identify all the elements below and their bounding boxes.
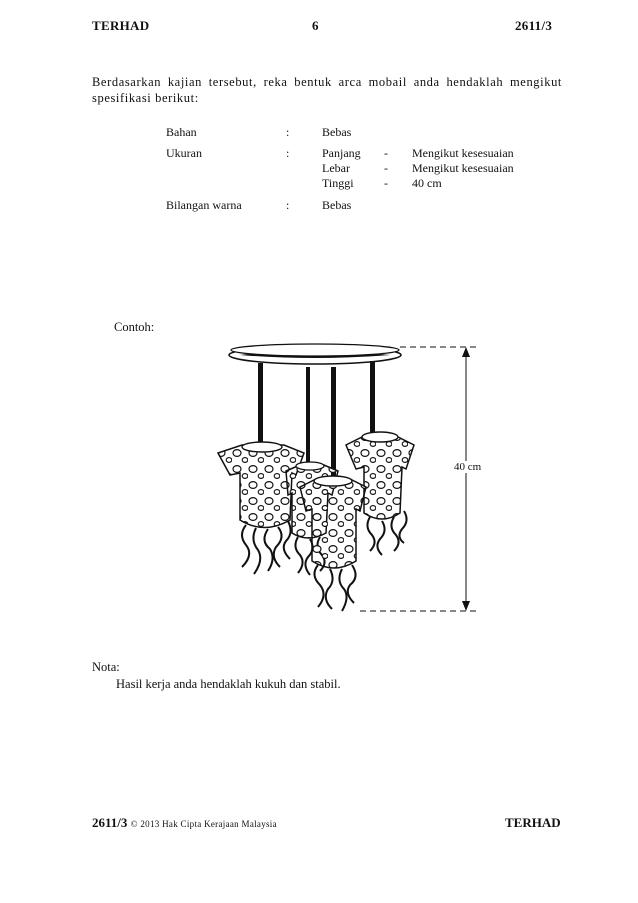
spec-lebar-dash: - <box>384 161 388 175</box>
spec-bahan-sep: : <box>286 125 290 139</box>
intro-paragraph: Berdasarkan kajian tersebut, reka bentuk arca mobail anda hendaklah mengikut spesifikasi berikut: <box>92 75 562 105</box>
spec-tinggi-dash: - <box>384 176 388 190</box>
header-classification: TERHAD <box>92 18 150 33</box>
spec-panjang-dash: - <box>384 146 388 160</box>
page-number: 6 <box>312 18 319 33</box>
spec-ukuran-label: Ukuran <box>166 146 202 160</box>
spec-tinggi-name: Tinggi <box>322 176 354 190</box>
spec-lebar-name: Lebar <box>322 161 350 175</box>
footer-classification: TERHAD <box>505 815 561 830</box>
example-label: Contoh: <box>114 320 155 334</box>
dimension-label: 40 cm <box>454 461 482 473</box>
paper-code: 2611/3 <box>515 18 553 33</box>
lantern-4 <box>300 476 366 611</box>
lantern-1 <box>218 442 304 574</box>
spec-bahan-value: Bebas <box>322 125 352 139</box>
spec-warna-value: Bebas <box>322 198 352 212</box>
footer-left <box>92 815 277 831</box>
mobile-sculpture-illustration <box>200 335 500 625</box>
footer-code: 2611/3 <box>92 815 128 830</box>
spec-bahan-label: Bahan <box>166 125 197 139</box>
footer-copyright: © 2013 Hak Cipta Kerajaan Malaysia <box>130 819 277 829</box>
spec-warna-label: Bilangan warna <box>166 198 242 212</box>
spec-warna-sep: : <box>286 198 290 212</box>
note-title: Nota: <box>92 660 120 674</box>
spec-lebar-value: Mengikut kesesuaian <box>412 161 514 175</box>
spec-ukuran-sep: : <box>286 146 290 160</box>
spec-panjang-value: Mengikut kesesuaian <box>412 146 514 160</box>
spec-panjang-name: Panjang <box>322 146 361 160</box>
note-text: Hasil kerja anda hendaklah kukuh dan stabil. <box>116 677 341 691</box>
spec-tinggi-value: 40 cm <box>412 176 442 190</box>
